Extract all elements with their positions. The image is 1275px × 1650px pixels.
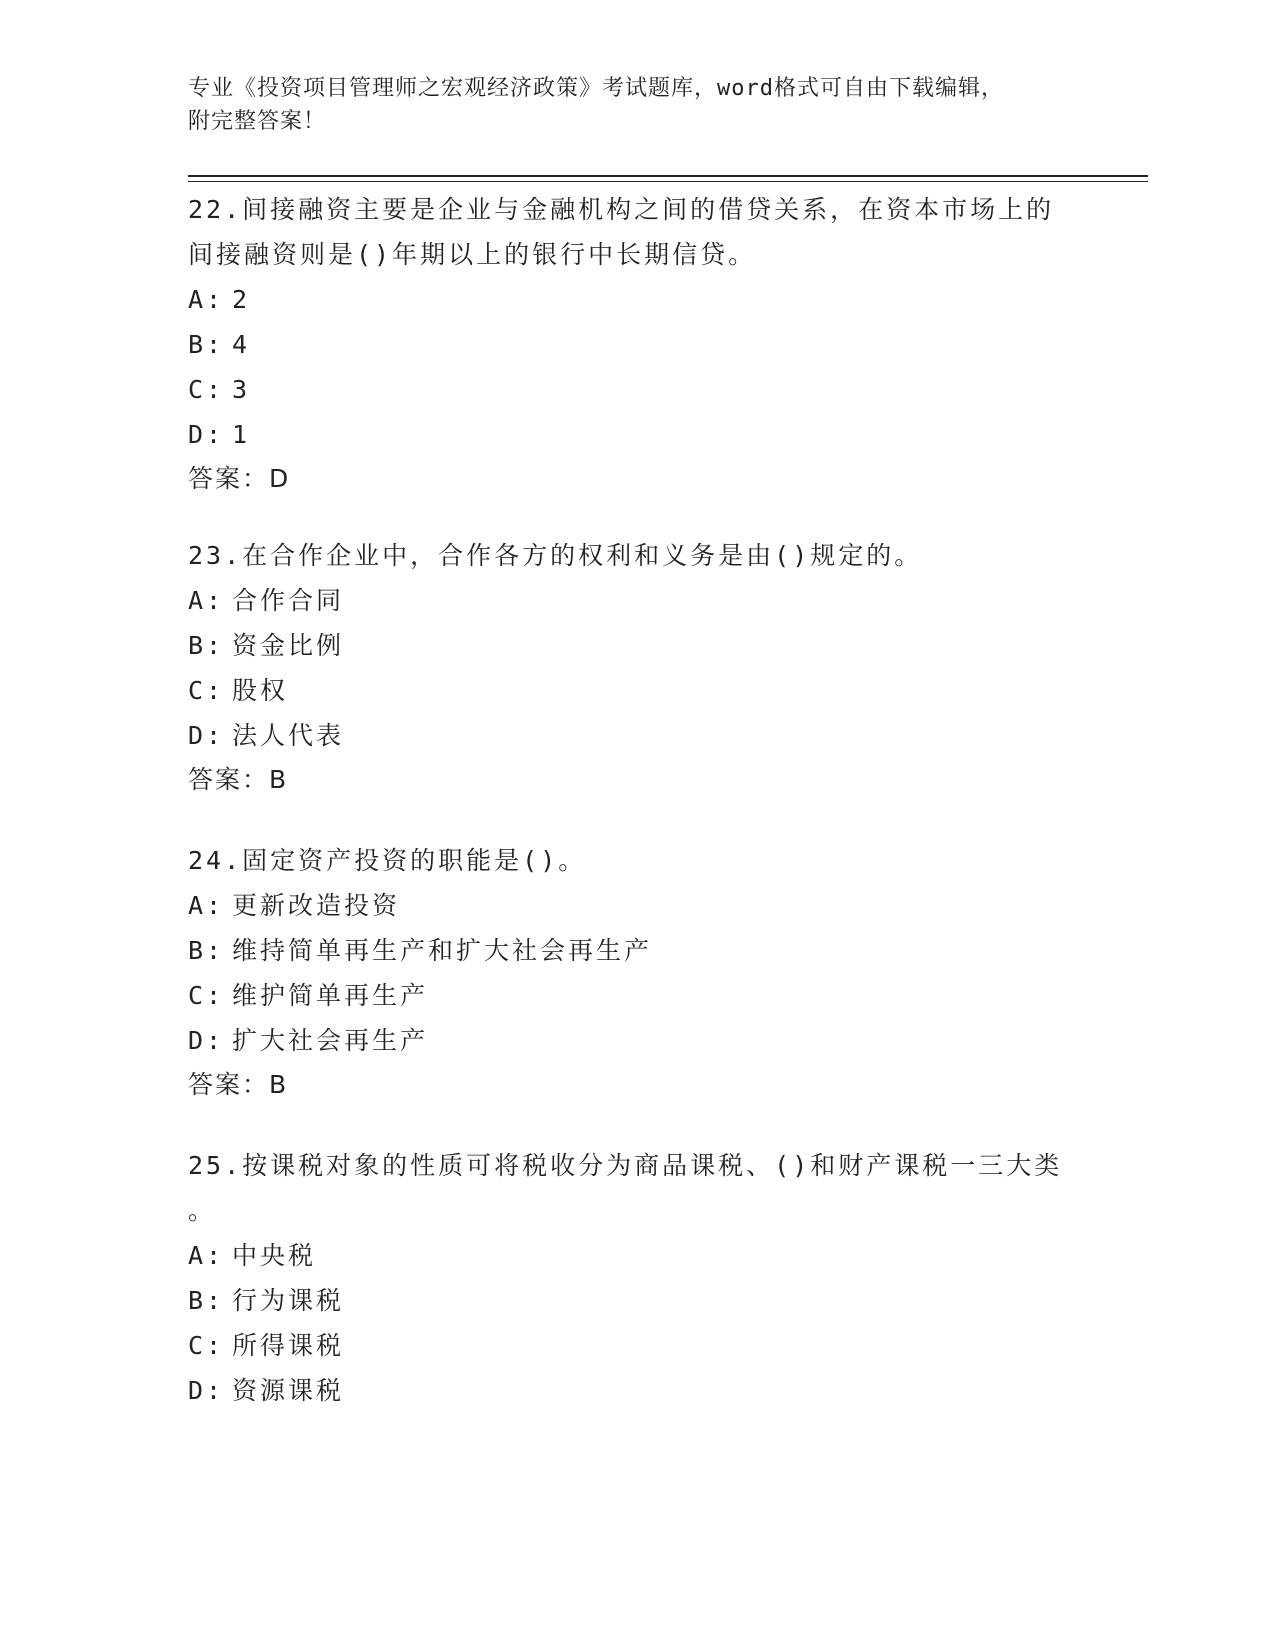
option-text: 更新改造投资 [232, 891, 401, 920]
header-line-1: 专业《投资项目管理师之宏观经济政策》考试题库，word格式可自由下载编辑， [188, 76, 1004, 101]
question-22 [188, 187, 1088, 501]
answer-line: 答案：B [188, 765, 289, 794]
option-text: 合作合同 [232, 586, 345, 615]
option-b [188, 928, 1088, 973]
answer-line: 答案：B [188, 1070, 289, 1099]
option-c [188, 367, 1088, 412]
option-key: A: [188, 891, 225, 920]
question-24 [188, 838, 1088, 1107]
option-d [188, 1018, 1088, 1063]
question-stem-line: 25.按课税对象的性质可将税收分为商品课税、()和财产课税一三大类 [188, 1151, 1063, 1180]
option-key: B: [188, 631, 225, 660]
option-key: B: [188, 330, 225, 359]
option-d [188, 412, 1088, 457]
document-header [188, 72, 1088, 138]
option-a [188, 578, 1088, 623]
option-a [188, 883, 1088, 928]
option-text: 中央税 [232, 1241, 317, 1270]
option-c [188, 668, 1088, 713]
option-key: B: [188, 936, 225, 965]
answer-line: 答案：D [188, 464, 291, 493]
option-key: D: [188, 721, 225, 750]
option-key: C: [188, 375, 225, 404]
option-text: 维持简单再生产和扩大社会再生产 [232, 936, 653, 965]
question-stem-line: 24.固定资产投资的职能是()。 [188, 846, 587, 875]
header-rule-thin [188, 181, 1148, 182]
option-text: 3 [232, 375, 251, 404]
option-text: 资金比例 [232, 631, 345, 660]
option-b [188, 1278, 1088, 1323]
option-text: 股权 [232, 676, 289, 705]
header-rule-thick [188, 175, 1148, 177]
option-key: C: [188, 1331, 225, 1360]
option-key: A: [188, 586, 225, 615]
option-a [188, 1233, 1088, 1278]
option-text: 维护简单再生产 [232, 981, 429, 1010]
option-key: A: [188, 285, 225, 314]
option-key: C: [188, 981, 225, 1010]
question-25 [188, 1143, 1088, 1413]
option-key: C: [188, 676, 225, 705]
option-text: 4 [232, 330, 251, 359]
option-key: D: [188, 1026, 225, 1055]
header-line-2: 附完整答案！ [188, 109, 327, 134]
question-stem-line: 。 [188, 1196, 217, 1225]
question-stem-line: 22.间接融资主要是企业与金融机构之间的借贷关系，在资本市场上的 [188, 195, 1055, 224]
option-text: 所得课税 [232, 1331, 345, 1360]
option-d [188, 1368, 1088, 1413]
option-d [188, 713, 1088, 758]
option-b [188, 322, 1088, 367]
question-stem-line: 23.在合作企业中，合作各方的权利和义务是由()规定的。 [188, 541, 923, 570]
option-a [188, 277, 1088, 322]
option-key: B: [188, 1286, 225, 1315]
option-b [188, 623, 1088, 668]
question-stem-line: 间接融资则是()年期以上的银行中长期信贷。 [188, 240, 757, 269]
option-key: D: [188, 420, 225, 449]
option-key: D: [188, 1376, 225, 1405]
option-c [188, 1323, 1088, 1368]
option-text: 扩大社会再生产 [232, 1026, 429, 1055]
option-key: A: [188, 1241, 225, 1270]
option-text: 行为课税 [232, 1286, 345, 1315]
option-text: 资源课税 [232, 1376, 345, 1405]
question-23 [188, 533, 1088, 802]
option-text: 法人代表 [232, 721, 345, 750]
option-text: 2 [232, 285, 251, 314]
option-c [188, 973, 1088, 1018]
option-text: 1 [232, 420, 251, 449]
